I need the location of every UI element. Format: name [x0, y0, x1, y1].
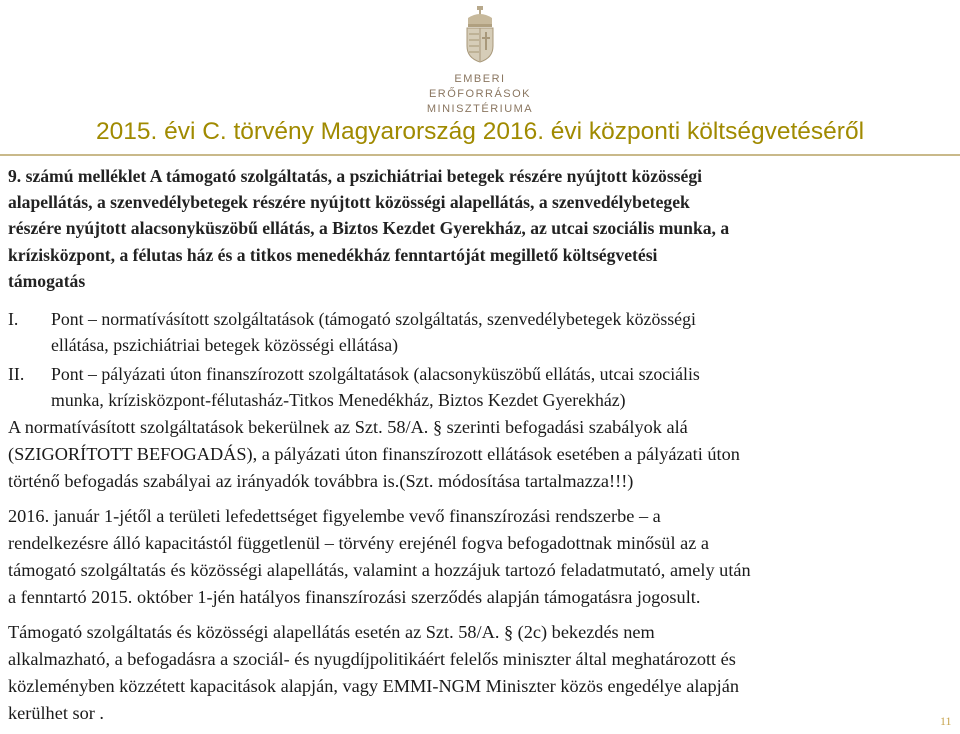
- page-number: 11: [940, 714, 952, 728]
- point-number: I.: [8, 309, 19, 329]
- coat-of-arms-icon: [462, 6, 498, 64]
- paragraph-line: rendelkezésre álló kapacitástól függetlenül – törvény erejénél fogva befogadottnak minősül az a: [8, 533, 710, 553]
- page-header: [0, 0, 960, 115]
- ministry-name-line2: MINISZTÉRIUMA: [426, 103, 534, 115]
- point-number: II.: [8, 364, 25, 384]
- point-line: Pont – normatívásított szolgáltatások (támogató szolgáltatás, szenvedélybetegek közösségi: [51, 309, 696, 329]
- heading-line: támogatás: [8, 270, 86, 291]
- paragraph-line: Támogató szolgáltatás és közösségi alapellátás esetén az Szt. 58/A. § (2c) bekezdés nem: [8, 622, 655, 642]
- ministry-logo-text: [410, 72, 550, 117]
- heading-line: 9. számú melléklet A támogató szolgáltatás, a pszichiátriai betegek részére nyújtott közösségi: [8, 166, 703, 186]
- paragraph-line: támogató szolgáltatás és közösségi alapellátás, valamint a hozzájuk tartozó feladatmutató, amely után: [8, 560, 751, 580]
- point-line: munka, krízisközpont-félutasház-Titkos Menedékház, Biztos Kezdet Gyerekház): [51, 390, 626, 410]
- paragraph-line: közleményben közzétett kapacitások alapján, vagy EMMI-NGM Miniszter közös engedélye alapján: [8, 676, 739, 696]
- paragraph-line: a fenntartó 2015. október 1-jén hatályos finanszírozási szerződés alapján támogatásra jogosult.: [8, 587, 701, 607]
- paragraph-line: alkalmazható, a befogadásra a szociál- és nyugdíjpolitikáért felelős miniszter által meghatározott és: [8, 649, 736, 669]
- point-line: Pont – pályázati úton finanszírozott szolgáltatások (alacsonyküszöbű ellátás, utcai szociális: [51, 364, 700, 384]
- heading-line: krízisközpont, a félutas ház és a titkos menedékház fenntartóját megillető költségvetési: [8, 244, 658, 265]
- ministry-name-line1: EMBERI ERŐFORRÁSOK: [428, 73, 532, 100]
- paragraph-line: 2016. január 1-jétől a területi lefedettséget figyelembe vevő finanszírozási rendszerbe – a: [8, 506, 661, 526]
- title-divider: [0, 154, 960, 156]
- paragraph-line: A normatívásított szolgáltatások bekerülnek az Szt. 58/A. § szerinti befogadási szabályok alá: [8, 417, 688, 437]
- paragraph-line: történő befogadás szabályai az irányadók továbbra is.(Szt. módosítása tartalmazza!!!): [8, 471, 634, 491]
- point-two: [8, 361, 954, 413]
- document-title: 2015. évi C. törvény Magyarország 2016. évi központi költségvetéséről: [95, 118, 865, 145]
- annex-heading: [8, 163, 954, 294]
- paragraph-normative: [8, 414, 954, 495]
- heading-line: alapellátás, a szenvedélybetegek részére nyújtott közösségi alapellátás, a szenvedélybetegek: [8, 192, 690, 213]
- paragraph-2016-january: [8, 503, 954, 611]
- paragraph-support-service: [8, 619, 954, 727]
- paragraph-line: kerülhet sor .: [8, 703, 104, 723]
- paragraph-line: (SZIGORÍTOTT BEFOGADÁS), a pályázati úton finanszírozott ellátások esetében a pályázati úton: [8, 444, 740, 464]
- point-line: ellátása, pszichiátriai betegek közösségi ellátása): [51, 335, 399, 355]
- heading-line: részére nyújtott alacsonyküszöbű ellátás, a Biztos Kezdet Gyerekház, az utcai szociális munka, a: [8, 218, 730, 239]
- point-one: [8, 306, 954, 358]
